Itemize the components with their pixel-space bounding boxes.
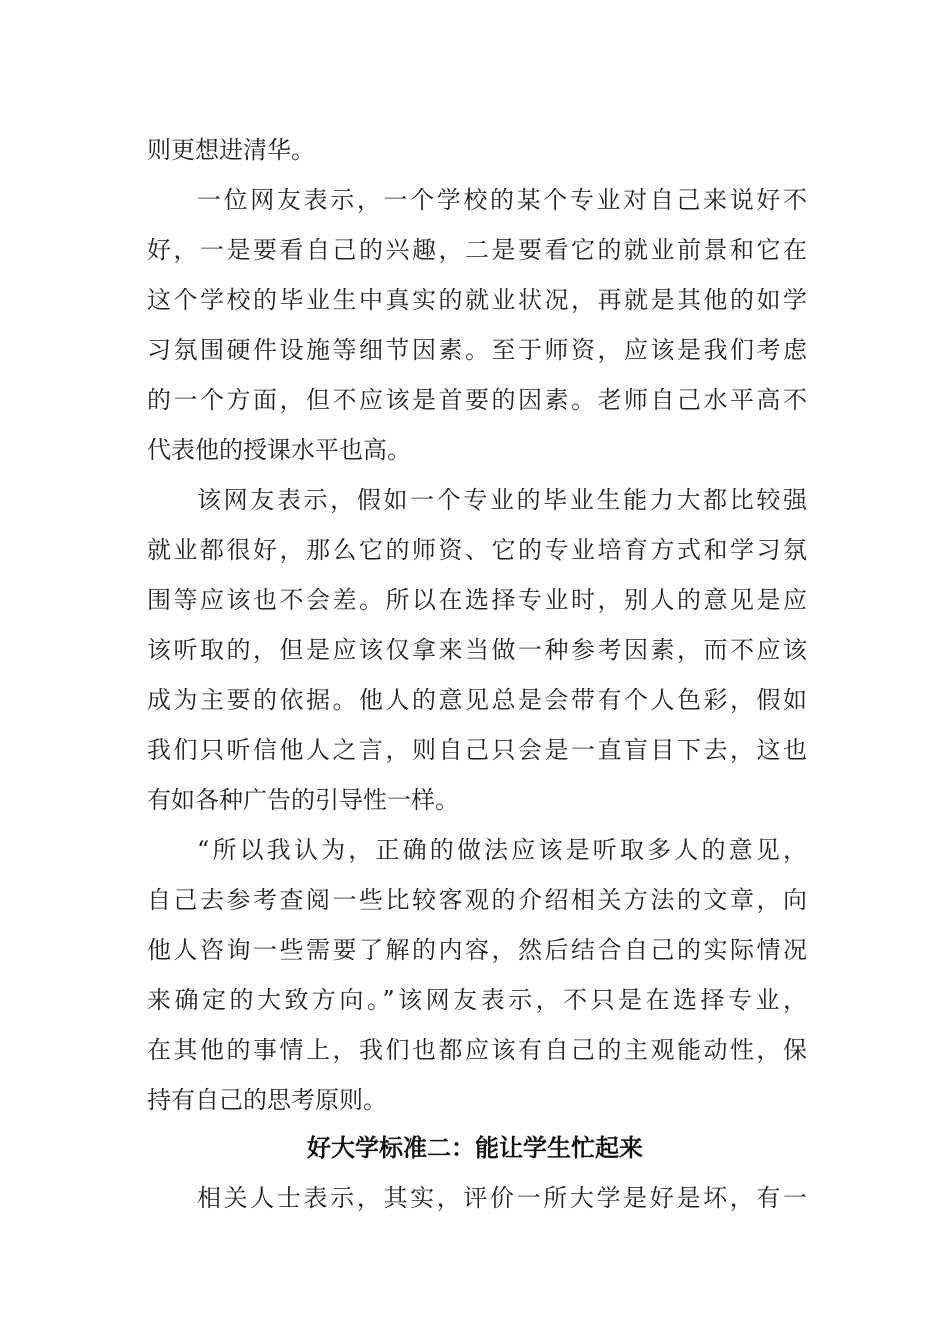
- text-line: 成为主要的依据。他人的意见总是会带有个人色彩，假如: [147, 686, 807, 714]
- text-line: “所以我认为，正确的做法应该是听取多人的意见，: [197, 836, 807, 864]
- text-line: 好，一是要看自己的兴趣，二是要看它的就业前景和它在: [147, 236, 807, 264]
- text-line: 该网友表示，假如一个专业的毕业生能力大都比较强: [197, 486, 807, 514]
- text-line: 围等应该也不会差。所以在选择专业时，别人的意见是应: [147, 586, 807, 614]
- text-line: 该听取的，但是应该仅拿来当做一种参考因素，而不应该: [147, 636, 807, 664]
- text-line: 就业都很好，那么它的师资、它的专业培育方式和学习氛: [147, 536, 807, 564]
- text-line: 来确定的大致方向。”该网友表示，不只是在选择专业，: [147, 986, 807, 1014]
- text-line: 有如各种广告的引导性一样。: [147, 786, 459, 814]
- text-line: 一位网友表示，一个学校的某个专业对自己来说好不: [197, 186, 807, 214]
- text-line: 持有自己的思考原则。: [147, 1086, 387, 1114]
- text-line: 则更想进清华。: [147, 136, 315, 164]
- section-heading: 好大学标准二：能让学生忙起来: [307, 1134, 643, 1162]
- text-line: 在其他的事情上，我们也都应该有自己的主观能动性，保: [147, 1036, 807, 1064]
- text-line: 自己去参考查阅一些比较客观的介绍相关方法的文章，向: [147, 886, 807, 914]
- text-line: 他人咨询一些需要了解的内容，然后结合自己的实际情况: [147, 936, 807, 964]
- text-line: 这个学校的毕业生中真实的就业状况，再就是其他的如学: [147, 286, 807, 314]
- text-line: 相关人士表示，其实，评价一所大学是好是坏，有一: [197, 1184, 807, 1212]
- text-line: 我们只听信他人之言，则自己只会是一直盲目下去，这也: [147, 736, 807, 764]
- text-line: 的一个方面，但不应该是首要的因素。老师自己水平高不: [147, 386, 807, 414]
- text-line: 习氛围硬件设施等细节因素。至于师资，应该是我们考虑: [147, 336, 807, 364]
- text-line: 代表他的授课水平也高。: [147, 436, 411, 464]
